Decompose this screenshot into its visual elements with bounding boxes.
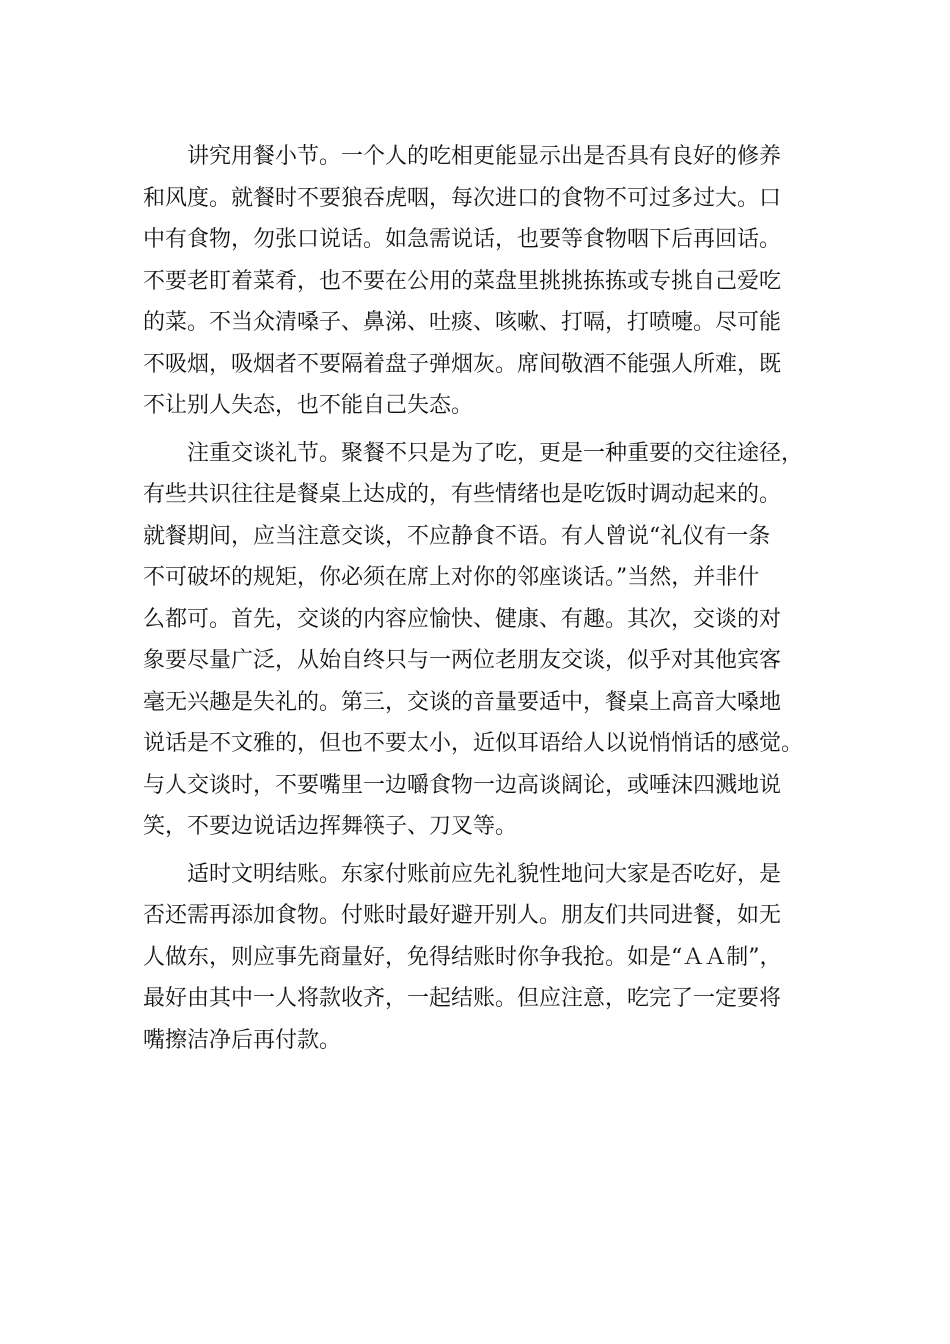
text-line: 笑，不要边说话边挥舞筷子、刀叉等。: [143, 814, 518, 839]
paragraph: [143, 854, 813, 1062]
text-line: 人做东，则应事先商量好，免得结账时你争我抢。如是“ＡＡ制”，: [143, 944, 782, 970]
text-line: 么都可。首先，交谈的内容应愉快、健康、有趣。其次，交谈的对: [143, 606, 782, 632]
text-line: 不吸烟，吸烟者不要隔着盘子弹烟灰。席间敬酒不能强人所难，既: [143, 351, 782, 377]
text-line: 说话是不文雅的，但也不要太小，近似耳语给人以说悄悄话的感觉。: [143, 731, 804, 756]
text-line: 注重交谈礼节。聚餐不只是为了吃，更是一种重要的交往途径，: [187, 440, 804, 466]
text-line: 不可破坏的规矩，你必须在席上对你的邻座谈话。”当然，并非什: [143, 565, 760, 590]
text-line: 不让别人失态，也不能自己失态。: [143, 393, 474, 418]
text-line: 的菜。不当众清嗓子、鼻涕、吐痰、咳嗽、打嗝，打喷嚏。尽可能: [143, 310, 782, 335]
text-line: 讲究用餐小节。一个人的吃相更能显示出是否具有良好的修养: [187, 144, 782, 169]
paragraph: [143, 433, 813, 848]
text-line: 不要老盯着菜肴，也不要在公用的菜盘里挑挑拣拣或专挑自己爱吃: [143, 268, 782, 294]
text-line: 适时文明结账。东家付账前应先礼貌性地问大家是否吃好，是: [187, 861, 782, 887]
text-line: 最好由其中一人将款收齐，一起结账。但应注意，吃完了一定要将: [143, 986, 782, 1011]
text-line: 中有食物，勿张口说话。如急需说话，也要等食物咽下后再回话。: [143, 227, 782, 252]
text-line: 象要尽量广泛，从始自终只与一两位老朋友交谈，似乎对其他宾客: [143, 648, 782, 673]
text-line: 否还需再添加食物。付账时最好避开别人。朋友们共同进餐，如无: [143, 903, 782, 928]
paragraph: [143, 136, 813, 427]
text-line: 毫无兴趣是失礼的。第三，交谈的音量要适中，餐桌上高音大嗓地: [143, 689, 782, 715]
text-line: 和风度。就餐时不要狼吞虎咽，每次进口的食物不可过多过大。口: [143, 185, 782, 211]
text-line: 就餐期间，应当注意交谈，不应静食不语。有人曾说“礼仪有一条: [143, 523, 771, 549]
document-page: [143, 136, 813, 1067]
text-line: 与人交谈时，不要嘴里一边嚼食物一边高谈阔论，或唾沫四溅地说: [143, 772, 782, 798]
text-line: 嘴擦洁净后再付款。: [143, 1027, 342, 1053]
text-line: 有些共识往往是餐桌上达成的，有些情绪也是吃饭时调动起来的。: [143, 482, 782, 507]
